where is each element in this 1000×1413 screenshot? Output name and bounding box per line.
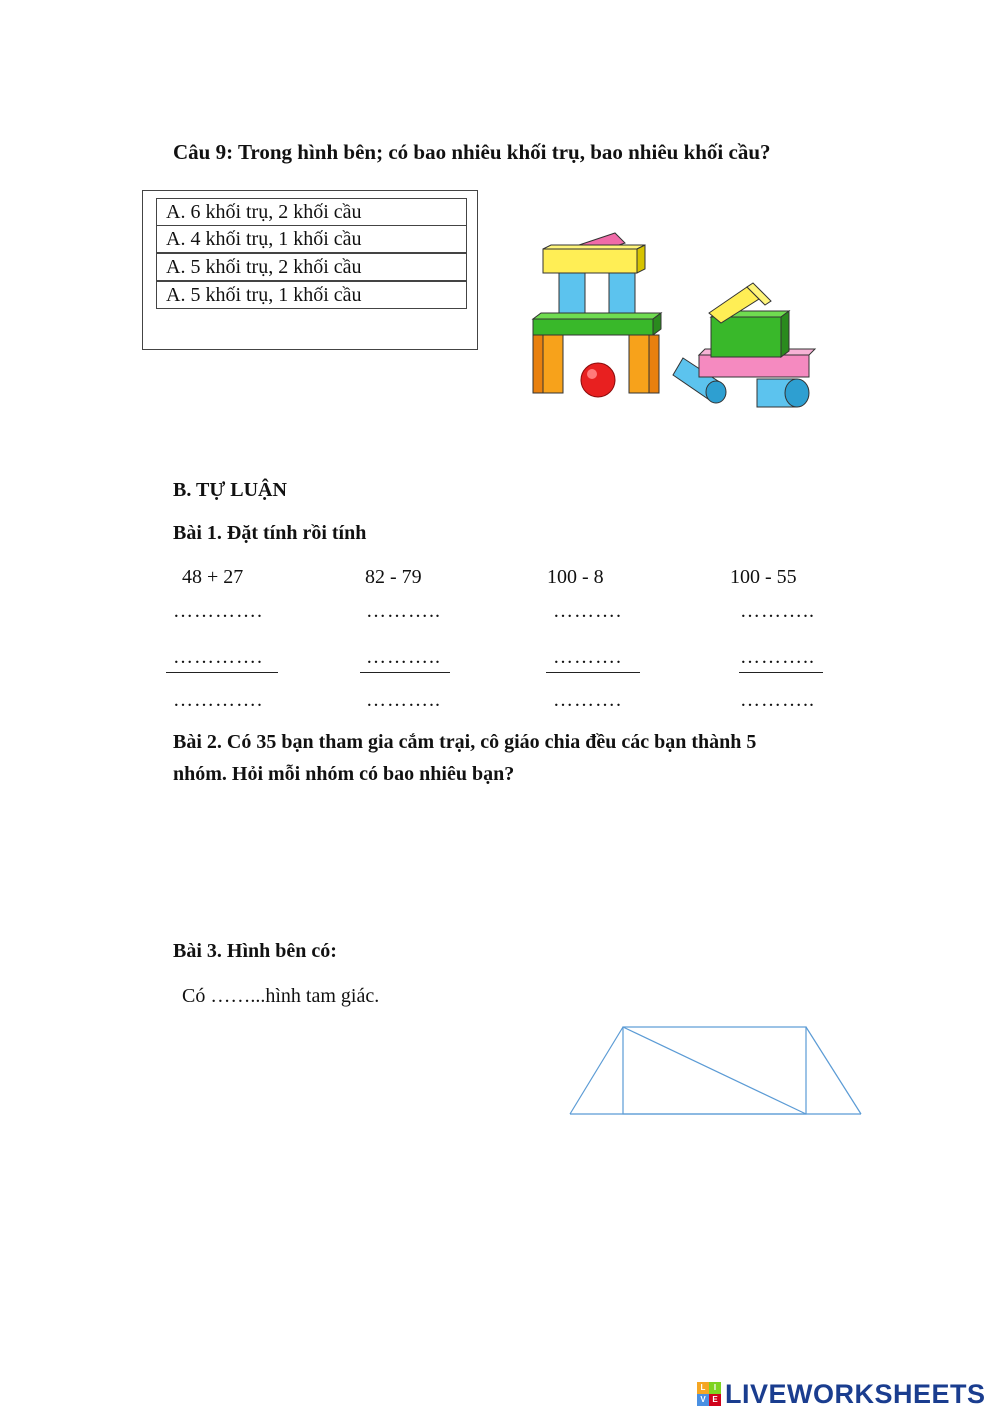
sum-line: [546, 672, 640, 673]
bai-3-title: Bài 3. Hình bên có:: [173, 940, 337, 962]
bai-3-answer-line[interactable]: Có ……...hình tam giác.: [182, 985, 380, 1007]
answer-dots[interactable]: ………….: [173, 600, 263, 622]
diagonal-line: [623, 1027, 806, 1114]
right-slant-line: [806, 1027, 861, 1114]
lying-cylinder-right: [757, 379, 809, 407]
expression-1: 48 + 27: [182, 566, 244, 588]
liveworksheets-logo-icon: L I V E: [697, 1382, 721, 1406]
answer-dots[interactable]: ………..: [366, 600, 441, 622]
sum-line: [166, 672, 278, 673]
answer-option-1[interactable]: A. 6 khối trụ, 2 khối cầu: [156, 198, 467, 226]
bai-1-title: Bài 1. Đặt tính rồi tính: [173, 522, 367, 544]
liveworksheets-logo-text: LIVEWORKSHEETS: [725, 1378, 986, 1409]
expression-3: 100 - 8: [547, 566, 604, 588]
section-b-title: B. TỰ LUẬN: [173, 479, 287, 501]
expression-2: 82 - 79: [365, 566, 422, 588]
answer-option-3[interactable]: A. 5 khối trụ, 2 khối cầu: [156, 253, 467, 281]
trapezoid-figure: [565, 1022, 865, 1120]
answer-dots[interactable]: ………….: [173, 646, 263, 668]
answer-dots[interactable]: ……….: [553, 646, 622, 668]
answer-dots[interactable]: ………..: [366, 689, 441, 711]
answer-dots[interactable]: ………..: [740, 646, 815, 668]
answer-dots[interactable]: ……….: [553, 689, 622, 711]
expression-4: 100 - 55: [730, 566, 797, 588]
answer-option-2[interactable]: A. 4 khối trụ, 1 khối cầu: [156, 225, 467, 253]
answer-options-box: [142, 190, 478, 350]
bai-2-line-2: nhóm. Hỏi mỗi nhóm có bao nhiêu bạn?: [173, 763, 515, 785]
liveworksheets-logo: [697, 1377, 986, 1411]
sum-line: [739, 672, 823, 673]
answer-dots[interactable]: ………..: [366, 646, 441, 668]
building-blocks-illustration: [525, 225, 825, 420]
sum-line: [360, 672, 450, 673]
bai-2-line-1: Bài 2. Có 35 bạn tham gia cắm trại, cô giáo chia đều các bạn thành 5: [173, 731, 757, 753]
answer-dots[interactable]: ……….: [553, 600, 622, 622]
answer-option-4[interactable]: A. 5 khối trụ, 1 khối cầu: [156, 281, 467, 309]
answer-dots[interactable]: ………….: [173, 689, 263, 711]
answer-dots[interactable]: ………..: [740, 689, 815, 711]
left-slant-line: [570, 1027, 623, 1114]
answer-dots[interactable]: ………..: [740, 600, 815, 622]
question-9-title: Câu 9: Trong hình bên; có bao nhiêu khối trụ, bao nhiêu khối cầu?: [173, 140, 771, 164]
